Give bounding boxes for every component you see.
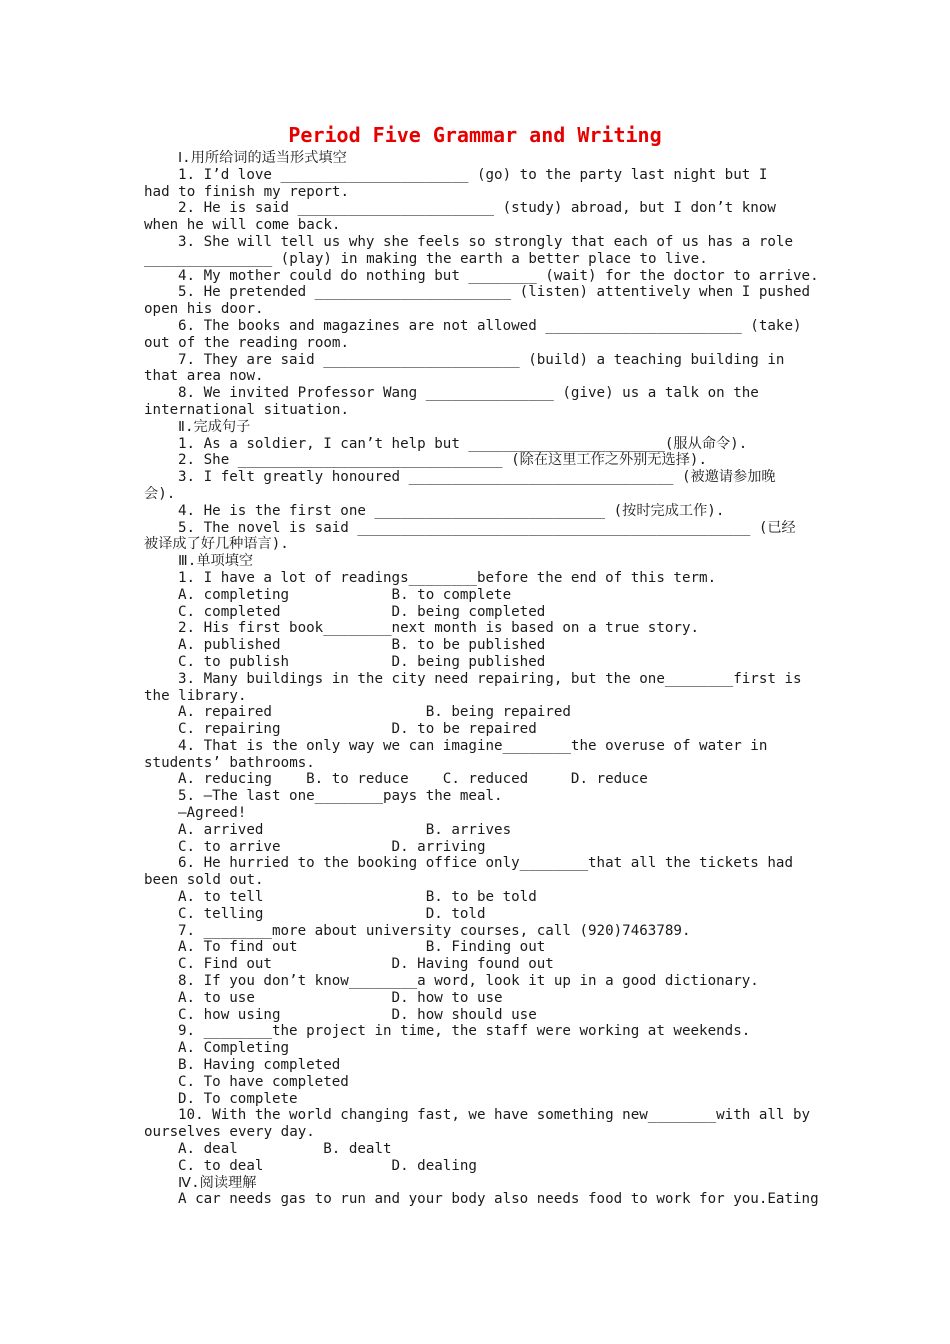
- text-line: open his door.: [144, 301, 264, 318]
- text-line: A car needs gas to run and your body also needs food to work for you.Eating: [178, 1191, 819, 1208]
- text-line: C. how using D. how should use: [178, 1006, 537, 1023]
- text-line: —Agreed!: [178, 805, 247, 822]
- text-line: C. to arrive D. arriving: [178, 838, 486, 855]
- text-line: international situation.: [144, 401, 349, 418]
- text-line: C. To have completed: [178, 1073, 349, 1090]
- text-line: out of the reading room.: [144, 334, 349, 351]
- text-line: 10. With the world changing fast, we have something new________with all by: [178, 1107, 811, 1124]
- text-line: 4. He is the first one ___________________________ (按时完成工作).: [178, 502, 725, 519]
- text-line: 3. I felt greatly honoured _______________________________ (被邀请参加晚: [178, 469, 776, 486]
- text-line: 被译成了好几种语言).: [144, 536, 289, 553]
- text-line: A. to tell B. to be told: [178, 889, 537, 906]
- text-line: C. to publish D. being published: [178, 653, 546, 670]
- text-line: had to finish my report.: [144, 183, 349, 200]
- text-line: C. repairing D. to be repaired: [178, 721, 537, 738]
- document-page: [144, 122, 819, 1208]
- text-line: C. to deal D. dealing: [178, 1157, 477, 1174]
- text-line: when he will come back.: [144, 217, 341, 234]
- text-line: A. reducing B. to reduce C. reduced D. reduce: [178, 771, 648, 788]
- text-line: ourselves every day.: [144, 1124, 315, 1141]
- text-line: C. Find out D. Having found out: [178, 956, 554, 973]
- text-line: A. repaired B. being repaired: [178, 704, 571, 721]
- text-line: 6. He hurried to the booking office only________that all the tickets had: [178, 855, 793, 872]
- text-line: that area now.: [144, 368, 264, 385]
- text-line: A. completing B. to complete: [178, 586, 512, 603]
- text-line: A. deal B. dealt: [178, 1141, 392, 1158]
- text-line: students’ bathrooms.: [144, 754, 315, 771]
- text-line: _______________ (play) in making the earth a better place to live.: [144, 250, 708, 267]
- text-line: A. to use D. how to use: [178, 989, 503, 1006]
- text-line: 8. If you don’t know________a word, look it up in a good dictionary.: [178, 973, 759, 990]
- text-line: been sold out.: [144, 872, 264, 889]
- text-line: B. Having completed: [178, 1057, 341, 1074]
- text-line: C. telling D. told: [178, 905, 486, 922]
- text-line: 4. That is the only way we can imagine________the overuse of water in: [178, 737, 768, 754]
- section-heading: Ⅳ.阅读理解: [178, 1174, 257, 1191]
- text-line: 5. —The last one________pays the meal.: [178, 788, 503, 805]
- section-heading: Ⅲ.单项填空: [178, 553, 254, 570]
- text-line: 3. She will tell us why she feels so strongly that each of us has a role: [178, 233, 793, 250]
- section-heading: Ⅱ.完成句子: [178, 418, 251, 435]
- text-line: 2. She _______________________________ (除在这里工作之外别无选择).: [178, 452, 707, 469]
- text-line: 会).: [144, 485, 176, 502]
- text-line: 5. The novel is said ______________________________________________ (已经: [178, 519, 796, 536]
- document-body: [144, 150, 819, 1208]
- text-line: 2. His first book________next month is based on a true story.: [178, 620, 700, 637]
- text-line: 5. He pretended _______________________ (listen) attentively when I pushed: [178, 284, 811, 301]
- text-line: 3. Many buildings in the city need repairing, but the one________first is: [178, 670, 802, 687]
- section-heading: Ⅰ.用所给词的适当形式填空: [178, 150, 347, 166]
- text-line: C. completed D. being completed: [178, 603, 546, 620]
- text-line: 8. We invited Professor Wang _______________ (give) us a talk on the: [178, 385, 759, 402]
- text-line: A. Completing: [178, 1040, 290, 1057]
- text-line: the library.: [144, 687, 247, 704]
- page-title: Period Five Grammar and Writing: [288, 123, 662, 147]
- text-line: 6. The books and magazines are not allowed _______________________ (take): [178, 317, 802, 334]
- text-line: A. published B. to be published: [178, 637, 546, 654]
- text-line: A. To find out B. Finding out: [178, 939, 546, 956]
- text-line: 1. I have a lot of readings________before the end of this term.: [178, 569, 717, 586]
- text-line: 2. He is said _______________________ (study) abroad, but I don’t know: [178, 200, 776, 217]
- text-line: 9. ________the project in time, the staff were working at weekends.: [178, 1023, 751, 1040]
- text-line: 1. I’d love ______________________ (go) to the party last night but I: [178, 166, 768, 183]
- text-line: D. To complete: [178, 1090, 298, 1107]
- text-line: 7. ________more about university courses, call (920)7463789.: [178, 922, 691, 939]
- text-line: 1. As a soldier, I can’t help but _______________________(服从命令).: [178, 435, 748, 452]
- text-line: A. arrived B. arrives: [178, 821, 512, 838]
- text-line: 7. They are said _______________________ (build) a teaching building in: [178, 351, 785, 368]
- text-line: 4. My mother could do nothing but ________ (wait) for the doctor to arrive.: [178, 267, 819, 284]
